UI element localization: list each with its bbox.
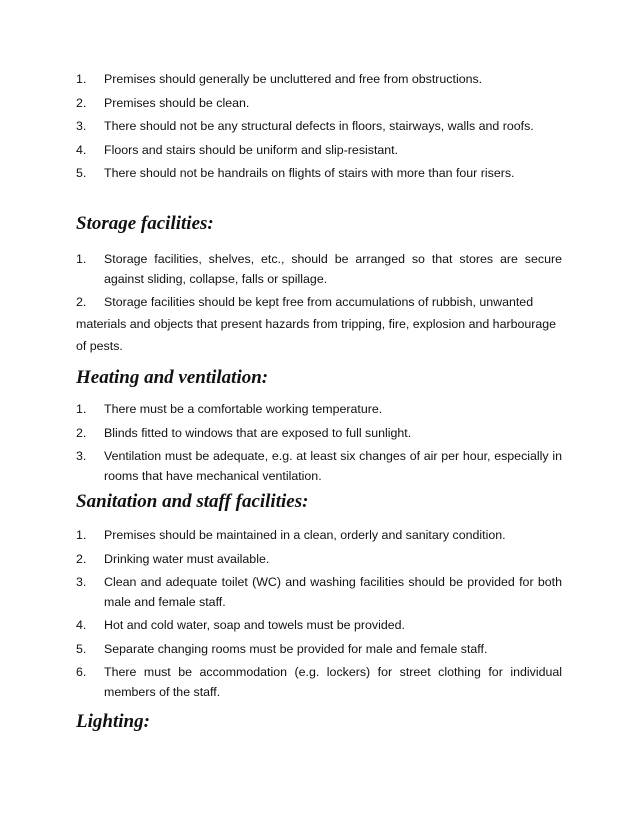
list-item (76, 616, 562, 636)
list-text: There must be a comfortable working temperature. (104, 402, 383, 416)
list-number: 4. (76, 618, 87, 632)
list-item (76, 640, 562, 660)
heating-list (76, 400, 562, 486)
heating-heading: Heating and ventilation: (76, 367, 269, 388)
list-text: Clean and adequate toilet (WC) and washing facilities should be provided for both male and female staff. (104, 575, 562, 609)
list-item (76, 526, 562, 546)
list-text: Ventilation must be adequate, e.g. at least six changes of air per hour, especially in rooms that have mechanical ventilation. (104, 449, 562, 483)
storage-heading: Storage facilities: (76, 213, 214, 234)
list-text: Blinds fitted to windows that are exposed to full sunlight. (104, 425, 412, 440)
list-text: Premises should be maintained in a clean, orderly and sanitary condition. (104, 528, 506, 542)
list-number: 2. (76, 551, 87, 566)
list-number: 2. (76, 95, 87, 110)
list-number: 1. (76, 252, 87, 266)
list-number: 6. (76, 665, 87, 679)
list-text: There should not be handrails on flights of stairs with more than four risers. (104, 166, 515, 180)
list-item (76, 424, 562, 444)
list-item (76, 447, 562, 486)
list-number: 3. (76, 119, 87, 133)
list-item (76, 141, 562, 161)
premises-list (76, 70, 562, 184)
list-number: 1. (76, 72, 87, 86)
list-text: Premises should generally be uncluttered and free from obstructions. (104, 72, 483, 86)
list-item (76, 250, 562, 289)
list-text: Storage facilities, shelves, etc., should be arranged so that stores are secure against sliding, collapse, falls or spillage. (104, 252, 562, 286)
list-number: 5. (76, 641, 87, 656)
list-text: Separate changing rooms must be provided for male and female staff. (104, 641, 488, 656)
paragraph-number: 2. (76, 295, 87, 309)
list-number: 3. (76, 575, 87, 589)
list-text: Premises should be clean. (104, 95, 250, 110)
list-item (76, 117, 562, 137)
list-item (76, 663, 562, 702)
list-item (76, 400, 562, 420)
storage-paragraph (76, 291, 562, 357)
list-number: 1. (76, 528, 87, 542)
list-text: Hot and cold water, soap and towels must be provided. (104, 618, 405, 632)
list-text: Floors and stairs should be uniform and slip-resistant. (104, 142, 399, 157)
list-item (76, 573, 562, 612)
sanitation-list (76, 526, 562, 702)
list-item (76, 70, 562, 90)
list-item (76, 164, 562, 184)
list-number: 5. (76, 166, 87, 180)
storage-list (76, 250, 562, 289)
list-item (76, 94, 562, 114)
sanitation-heading: Sanitation and staff facilities: (76, 491, 309, 512)
list-number: 2. (76, 425, 87, 440)
list-number: 3. (76, 449, 87, 463)
list-item (76, 550, 562, 570)
list-text: There should not be any structural defects in floors, stairways, walls and roofs. (104, 119, 534, 133)
list-number: 4. (76, 142, 87, 157)
list-text: Drinking water must available. (104, 551, 270, 566)
lighting-heading: Lighting: (76, 711, 150, 732)
paragraph-text: Storage facilities should be kept free from accumulations of rubbish, unwanted materials and objects that present hazards from tripping, fire, explosion and harbourage of pests. (76, 295, 557, 353)
list-number: 1. (76, 402, 87, 416)
list-text: There must be accommodation (e.g. lockers) for street clothing for individual members of the staff. (104, 665, 562, 699)
